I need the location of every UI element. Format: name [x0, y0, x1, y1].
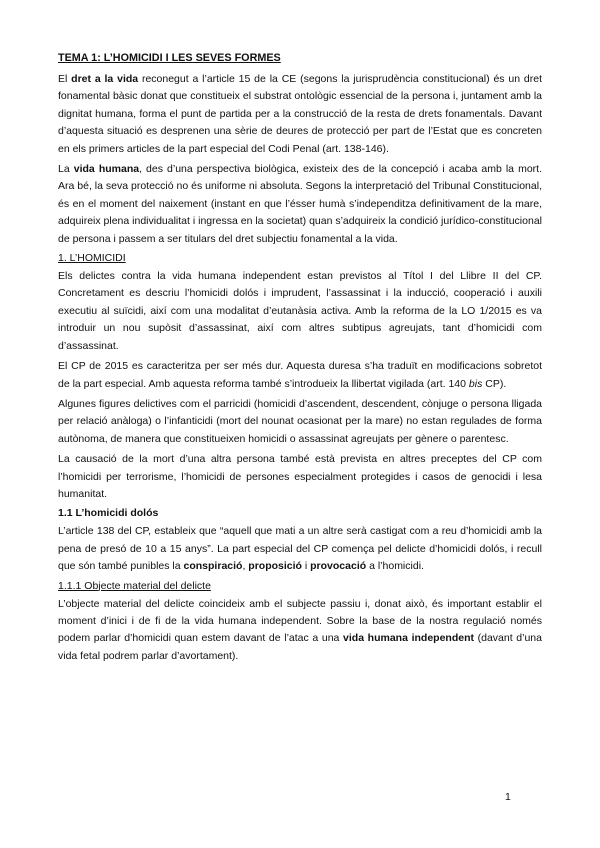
section1-paragraph-3: Algunes figures delictives com el parricidi (homicidi d’ascendent, descendent, cònjuge o persona lligada per relació anàloga) o l’infanticidi (mort del nounat ocasionat per la mare) no estan regulades de forma autònoma, de manera que constitueixen homicidi o assassinat agreujats per gènere o parentesc.: [58, 397, 542, 445]
bold-term: proposició: [248, 560, 302, 573]
section-heading-homicidi-dolos: 1.1 L’homicidi dolós: [58, 507, 159, 520]
section-heading-objecte-material: 1.1.1 Objecte material del delicte: [58, 579, 211, 592]
section11-paragraph-1: L’article 138 del CP, estableix que “aquell que mati a un altre serà castigat com a reu d’homicidi amb la pena de presó de 10 a 15 anys”. La part especial del CP comença pel delicte d’homicidi dolós, i recull que són també punibles la conspiració, proposició i provocació a l’homicidi.: [58, 525, 542, 573]
page-number: 1: [505, 791, 511, 803]
bold-term: conspiració: [183, 560, 243, 573]
document-page: [58, 51, 542, 668]
section111-paragraph-1: L’objecte material del delicte coincideix amb el subjecte passiu i, donat això, és important establir el moment d’inici i de fi de la vida humana independent. Sobre la base de la nostra regulació només podem parlar d’homicidi quan estem davant de l’atac a una vida humana independent (davant d’una vida fetal podrem parlar d’avortament).: [58, 597, 542, 662]
section-heading-homicidi: 1. L’HOMICIDI: [58, 252, 126, 265]
bold-term: dret a la vida: [71, 73, 139, 85]
italic-term: bis: [468, 377, 483, 390]
section1-paragraph-2: El CP de 2015 es caracteritza per ser més dur. Aquesta duresa s’ha traduït en modificacions sobretot de la part especial. Amb aquesta reforma també s’introdueix la llibertat vigilada (art. 140 bis CP).: [58, 360, 542, 390]
bold-term: vida humana: [73, 163, 140, 176]
section1-paragraph-4: La causació de la mort d’una altra persona també està prevista en altres preceptes del CP com l’homicidi per terrorisme, l’homicidi de persones especialment protegides i casos de genocidi i lesa humanitat.: [58, 453, 542, 500]
section1-paragraph-1: Els delictes contra la vida humana independent estan previstos al Títol I del Llibre II del CP. Concretament es descriu l’homicidi dolós i imprudent, l’assassinat i la inducció, cooperació i auxili executiu al suïcidi, així com una modalitat d’eutanàsia activa. Amb la reforma de la LO 1/2015 es va introduir un nou supòsit d’assassinat, així com altres subtipus agreujats, tant d’homicidi com d’assassinat.: [58, 270, 542, 352]
intro-paragraph-1: El dret a la vida reconegut a l’article 15 de la CE (segons la jurisprudència constitucional) és un dret fonamental bàsic donat que constitueix el substrat ontològic essencial de la persona i, juntament amb la dignitat humana, forma el punt de partida per a la construcció de la resta de drets fonamentals. Davant d’aquesta situació es desprenen una sèrie de deures de protecció per part de l’Estat que es concreten en els primers articles de la part especial del Codi Penal (art. 138-146).: [58, 73, 542, 155]
bold-term: provocació: [310, 560, 367, 573]
intro-paragraph-2: La vida humana, des d’una perspectiva biològica, existeix des de la concepció i acaba amb la mort. Ara bé, la seva protecció no és uniforme ni absoluta. Segons la interpretació del Tribunal Constitucional, és en el moment del naixement (instant en que l’ésser humà s’independitza definitivament de la mare, adquireix plena individualitat i ingressa en la societat) quan s’adquireix la condició jurídico-constitucional de persona i passem a ser titulars del dret subjectiu fonamental a la vida.: [58, 163, 543, 245]
document-title: TEMA 1: L’HOMICIDI I LES SEVES FORMES: [58, 52, 281, 64]
bold-term: vida humana independent: [343, 632, 474, 645]
